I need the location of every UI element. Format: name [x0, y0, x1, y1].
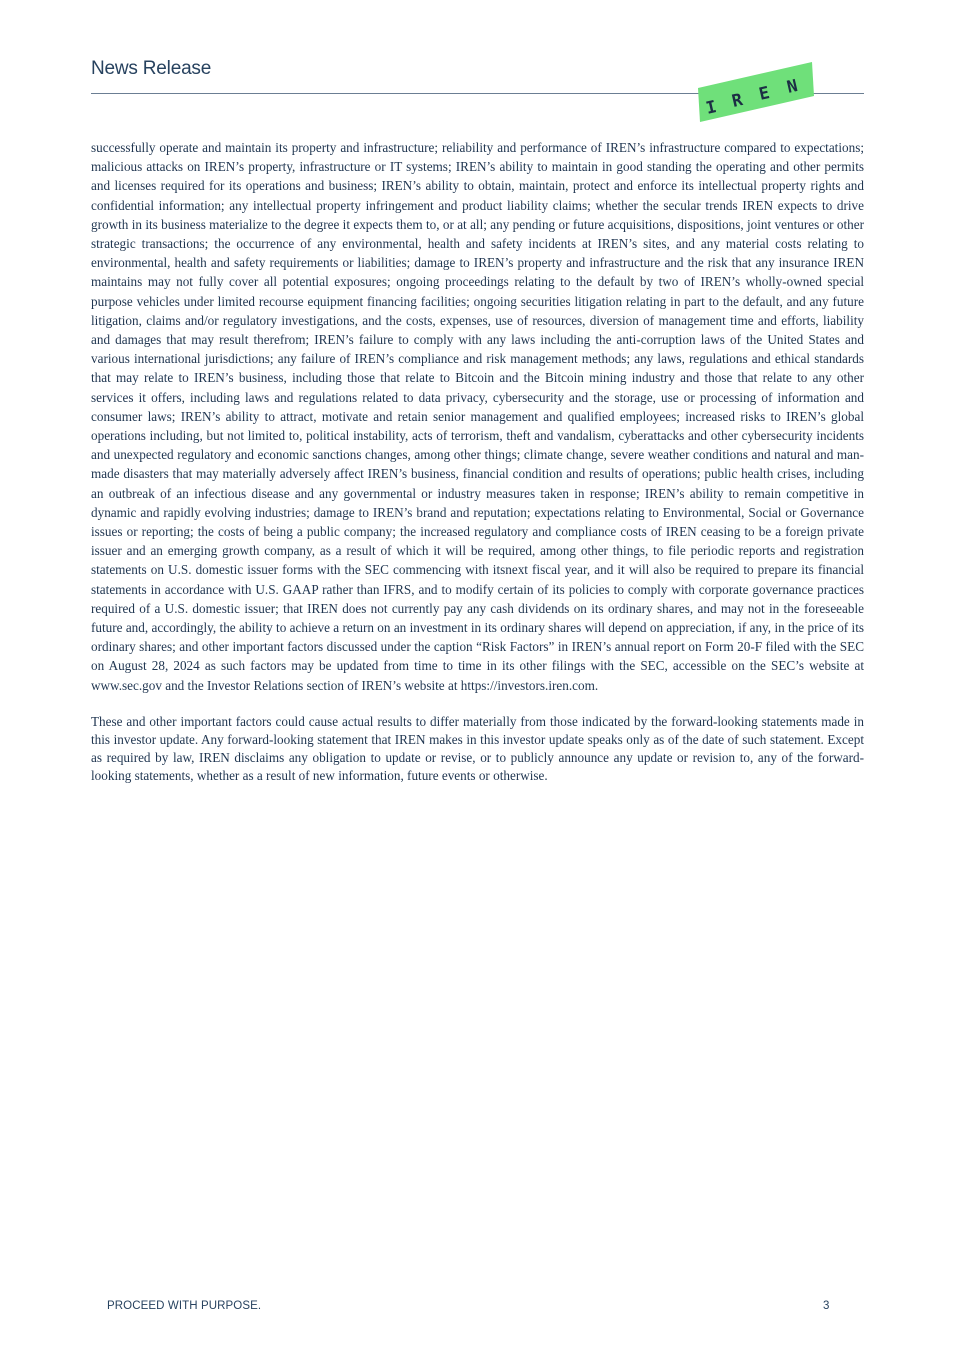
paragraph-disclaimer: These and other important factors could cause actual results to differ materially from those indicated by the forward-looking statements made in this investor update. Any forward-looking statement that IREN makes in this investor update speaks only as of the date of such statement. Except as required by law, IREN disclaims any obligation to update or revise, or to publicly announce any update or revision to, any of the forward-looking statements, whether as a result of new information, future events or otherwise.: [91, 713, 864, 783]
logo-letter-e: E: [757, 83, 772, 105]
iren-logo: [696, 62, 814, 124]
logo-letter-n: N: [785, 76, 800, 98]
logo-letter-i: I: [704, 97, 719, 119]
header-title: News Release: [91, 58, 212, 79]
footer-tagline: PROCEED WITH PURPOSE.: [107, 1300, 262, 1312]
page-number: 3: [823, 1300, 830, 1312]
paragraph-risk-factors: successfully operate and maintain its property and infrastructure; reliability and performance of IREN’s infrastructure compared to expectations; malicious attacks on IREN’s property, infrastructure or IT systems; IREN’s ability to maintain in good standing the operating and other permits and licenses required for its operations and business; IREN’s ability to obtain, maintain, protect and enforce its intellectual property rights and confidential information; any intellectual property infringement and product liability claims; whether the secular trends IREN expects to drive growth in its business materialize to the degree it expects them to, or at all; any pending or future acquisitions, dispositions, joint ventures or other strategic transactions; the occurrence of any environmental, health and safety incidents at IREN’s sites, and any material costs relating to environmental, health and safety requirements or liabilities; damage to IREN’s property and infrastructure and the risk that any insurance IREN maintains may not fully cover all potential exposures; ongoing proceedings relating to the default by two of IREN’s wholly-owned special purpose vehicles under limited recourse equipment financing facilities; ongoing securities litigation relating in part to the default, and any future litigation, claims and/or regulatory investigations, and the costs, expenses, use of resources, diversion of management time and efforts, liability and damages that may result therefrom; IREN’s failure to comply with any laws including the anti-corruption laws of the United States and various international jurisdictions; any failure of IREN’s compliance and risk management methods; any laws, regulations and ethical standards that may relate to IREN’s business, including those that relate to Bitcoin and the Bitcoin mining industry and those that relate to any other services it offers, including laws and regulations related to data privacy, cybersecurity and the storage, use or processing of information and consumer laws; IREN’s ability to attract, motivate and retain senior management and qualified employees; increased risks to IREN’s global operations including, but not limited to, political instability, acts of terrorism, theft and vandalism, cyberattacks and other cybersecurity incidents and unexpected regulatory and economic sanctions changes, among other things; climate change, severe weather conditions and natural and man-made disasters that may materially adversely affect IREN’s business, financial condition and results of operations; public health crises, including an outbreak of an infectious disease and any governmental or industry measures taken in response; IREN’s ability to remain competitive in dynamic and rapidly evolving industries; damage to IREN’s brand and reputation; expectations relating to Environmental, Social or Governance issues or reporting; the costs of being a public company; the increased regulatory and compliance costs of IREN ceasing to be a foreign private issuer and an emerging growth company, as a result of which it will be required, among other things, to file periodic reports and registration statements on U.S. domestic issuer forms with the SEC commencing with itsnext fiscal year, and it will also be required to prepare its financial statements in accordance with U.S. GAAP rather than IFRS, and to modify certain of its policies to comply with corporate governance practices required of a U.S. domestic issuer; that IREN does not currently pay any cash dividends on its ordinary shares, and may not in the foreseeable future and, accordingly, the ability to achieve a return on an investment in its ordinary shares will depend on appreciation, if any, in the price of its ordinary shares; and other important factors discussed under the caption “Risk Factors” in IREN’s annual report on Form 20-F filed with the SEC on August 28, 2024 as such factors may be updated from time to time in its other filings with the SEC, accessible on the SEC’s website at www.sec.gov and the Investor Relations section of IREN’s website at https://investors.iren.com.: [91, 140, 864, 693]
body-content: [91, 138, 864, 785]
logo-letter-r: R: [730, 90, 745, 112]
